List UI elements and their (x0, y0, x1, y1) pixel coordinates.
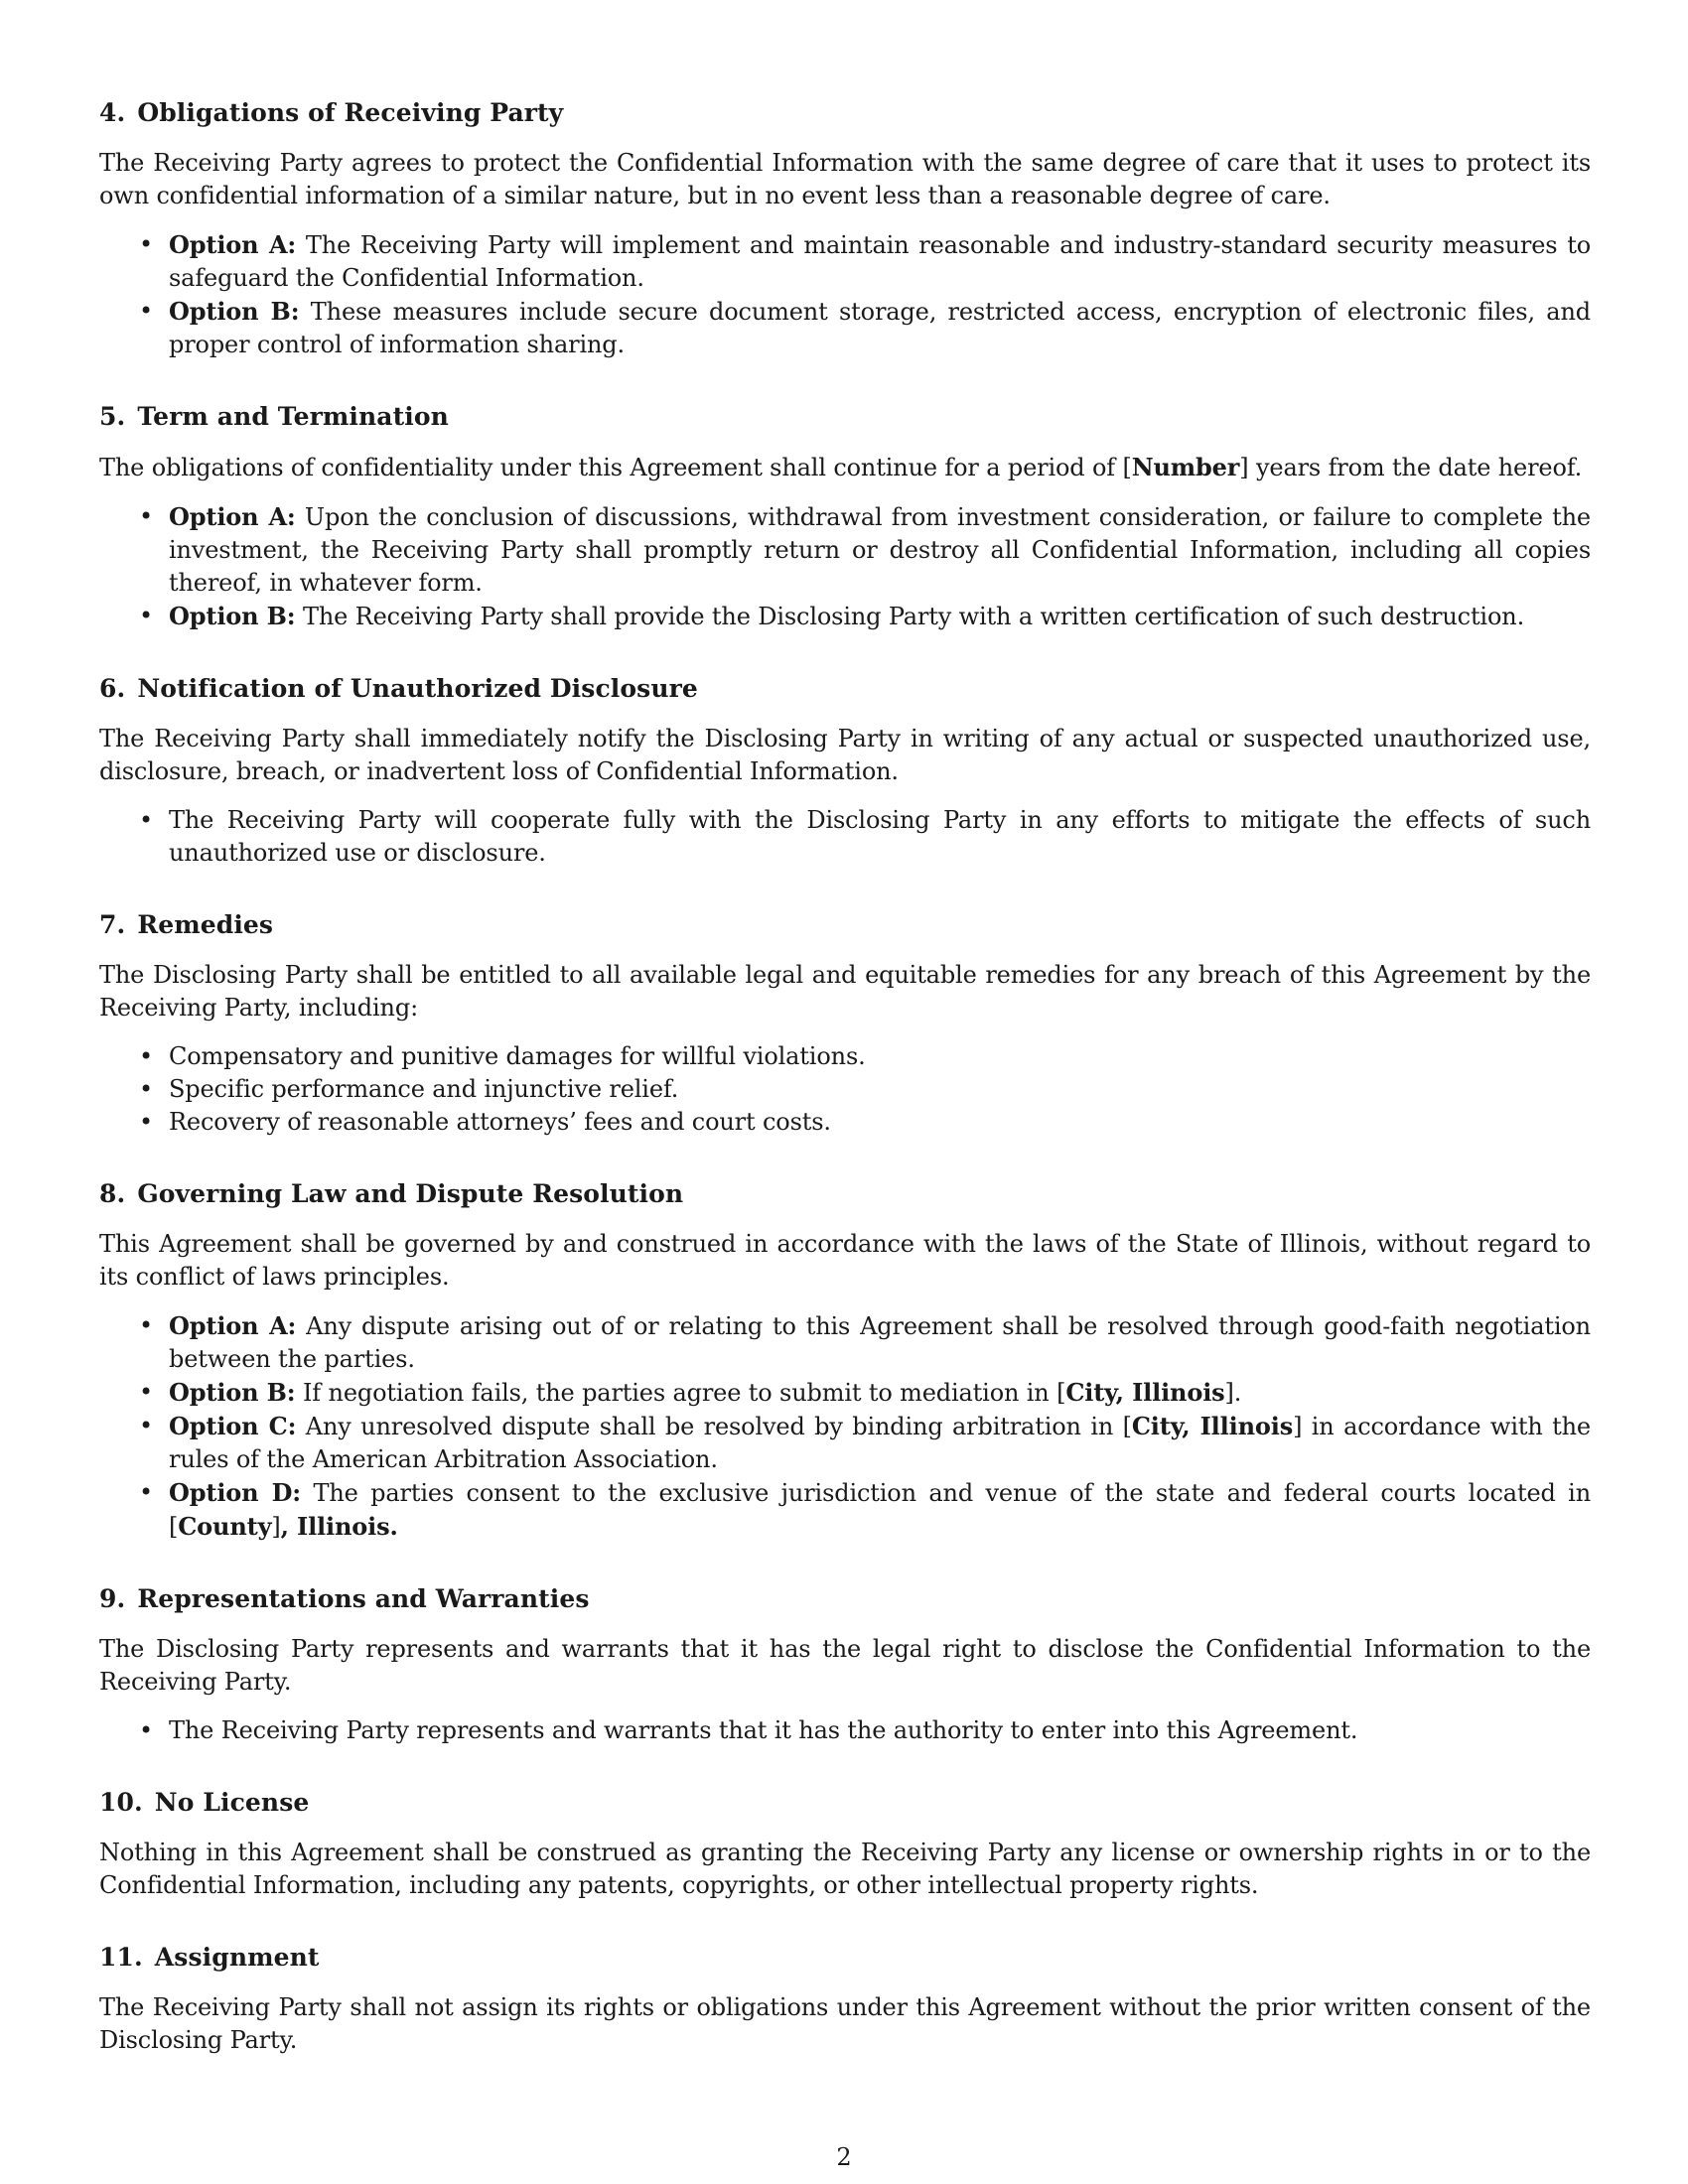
section-number: 4. (99, 98, 126, 127)
section-heading (99, 1787, 1591, 1819)
bullet-icon: • (139, 806, 154, 834)
section-remedies (99, 909, 1591, 1139)
bullet-icon: • (139, 602, 154, 629)
list-item: • Compensatory and punitive damages for willful violations. (99, 1040, 1591, 1073)
list-item: • Option A: Any dispute arising out of or relating to this Agreement shall be resolved through good-faith negotiation between the parties. (139, 1311, 1591, 1373)
section-title: Notification of Unauthorized Disclosure (137, 674, 698, 703)
bullet-icon: • (139, 502, 154, 530)
section-title: Obligations of Receiving Party (137, 98, 564, 127)
section-heading (99, 1583, 1591, 1615)
section-number: 7. (99, 910, 126, 939)
placeholder-number: Number (1131, 453, 1240, 481)
section-title: Assignment (154, 1943, 320, 1972)
bullet-list (99, 1714, 1591, 1747)
section-term-termination (99, 401, 1591, 633)
bullet-icon: • (139, 297, 154, 325)
section-paragraph: The Receiving Party shall not assign its rights or obligations under this Agreement without the prior written consent of the Disclosing Party. (99, 1993, 1591, 2054)
bullet-icon: • (139, 1478, 154, 1506)
bullet-icon: • (139, 1108, 154, 1136)
section-title: Governing Law and Dispute Resolution (137, 1179, 684, 1208)
list-item: • The Receiving Party represents and warrants that it has the authority to enter into this Agreement. (99, 1714, 1591, 1747)
list-item: • Option D: The parties consent to the exclusive jurisdiction and venue of the state and federal courts located in [County], Illinois. (139, 1478, 1592, 1541)
list-item: • Option C: Any unresolved dispute shall be resolved by binding arbitration in [City, Illinois] in accordance with the rules of the American Arbitration Association. (139, 1412, 1591, 1473)
section-no-license (99, 1787, 1591, 1902)
list-item: • Option A: The Receiving Party will implement and maintain reasonable and industry-standard security measures to safeguard the Confidential Information. (139, 230, 1592, 292)
list-item: • Option B: These measures include secure document storage, restricted access, encryption of electronic files, and proper control of information sharing. (139, 297, 1591, 358)
bullet-icon: • (139, 1716, 154, 1744)
section-number: 10. (99, 1788, 143, 1817)
placeholder-city: City, Illinois (1131, 1412, 1294, 1440)
section-paragraph: The Disclosing Party represents and warrants that it has the legal right to disclose the Confidential Information to the Receiving Party. (99, 1635, 1591, 1696)
bullet-icon: • (139, 230, 154, 258)
bullet-list (99, 228, 1591, 361)
section-title: Term and Termination (137, 402, 449, 431)
section-representations (99, 1583, 1591, 1747)
section-heading (99, 1942, 1591, 1974)
section-notification (99, 673, 1591, 870)
bullet-icon: • (139, 1378, 154, 1406)
section-number: 9. (99, 1584, 126, 1613)
bullet-list (99, 1309, 1591, 1544)
placeholder-city: City, Illinois (1065, 1378, 1225, 1407)
section-number: 5. (99, 402, 126, 431)
list-item: • Option B: If negotiation fails, the parties agree to submit to mediation in [City, Illinois]. (139, 1378, 1242, 1407)
bullet-icon: • (139, 1042, 154, 1070)
section-heading (99, 673, 1591, 705)
document-page (99, 97, 1591, 2097)
list-item: • Option B: The Receiving Party shall provide the Disclosing Party with a written certification of such destruction. (139, 602, 1525, 630)
list-item: • Specific performance and injunctive relief. (99, 1073, 1591, 1106)
section-governing-law (99, 1178, 1591, 1544)
section-number: 11. (99, 1943, 143, 1972)
section-heading (99, 909, 1591, 941)
section-heading (99, 401, 1591, 433)
bullet-list (99, 804, 1591, 870)
list-item: • Option A: Upon the conclusion of discussions, withdrawal from investment consideration, or failure to complete the investment, the Receiving Party shall promptly return or destroy all Confidential Information, including all copies thereof, in whatever form. (139, 502, 1591, 597)
section-paragraph: Nothing in this Agreement shall be construed as granting the Receiving Party any license or ownership rights in or to the Confidential Information, including any patents, copyrights, or other intellectual property rights. (99, 1839, 1591, 1899)
bullet-icon: • (139, 1311, 154, 1339)
bullet-list (99, 1040, 1591, 1139)
section-paragraph: The obligations of confidentiality under this Agreement shall continue for a period of [Number] years from the date hereof. (99, 453, 1583, 481)
section-title: Representations and Warranties (137, 1584, 590, 1613)
placeholder-county: County (178, 1512, 272, 1541)
section-title: No License (154, 1788, 310, 1817)
section-heading (99, 1178, 1591, 1210)
section-obligations (99, 97, 1591, 361)
page-number: 2 (836, 2143, 852, 2171)
section-paragraph: This Agreement shall be governed by and construed in accordance with the laws of the State of Illinois, without regard to its conflict of laws principles. (99, 1230, 1591, 1291)
section-paragraph: The Receiving Party shall immediately notify the Disclosing Party in writing of any actual or suspected unauthorized use, disclosure, breach, or inadvertent loss of Confidential Information. (99, 725, 1591, 785)
list-item: • Recovery of reasonable attorneys’ fees and court costs. (99, 1106, 1591, 1139)
section-number: 8. (99, 1179, 126, 1208)
bullet-list (99, 500, 1591, 633)
section-paragraph: The Disclosing Party shall be entitled to all available legal and equitable remedies for any breach of this Agreement by the Receiving Party, including: (99, 961, 1591, 1022)
section-heading (99, 97, 1591, 129)
section-title: Remedies (137, 910, 274, 939)
section-number: 6. (99, 674, 126, 703)
bullet-icon: • (139, 1075, 154, 1103)
bullet-icon: • (139, 1412, 154, 1439)
section-paragraph: The Receiving Party agrees to protect the Confidential Information with the same degree of care that it uses to protect its own confidential information of a similar nature, but in no event less than a reasonable degree of care. (99, 149, 1591, 209)
section-assignment (99, 1942, 1591, 2057)
list-item: • The Receiving Party will cooperate fully with the Disclosing Party in any efforts to mitigate the effects of such unauthorized use or disclosure. (139, 806, 1591, 867)
